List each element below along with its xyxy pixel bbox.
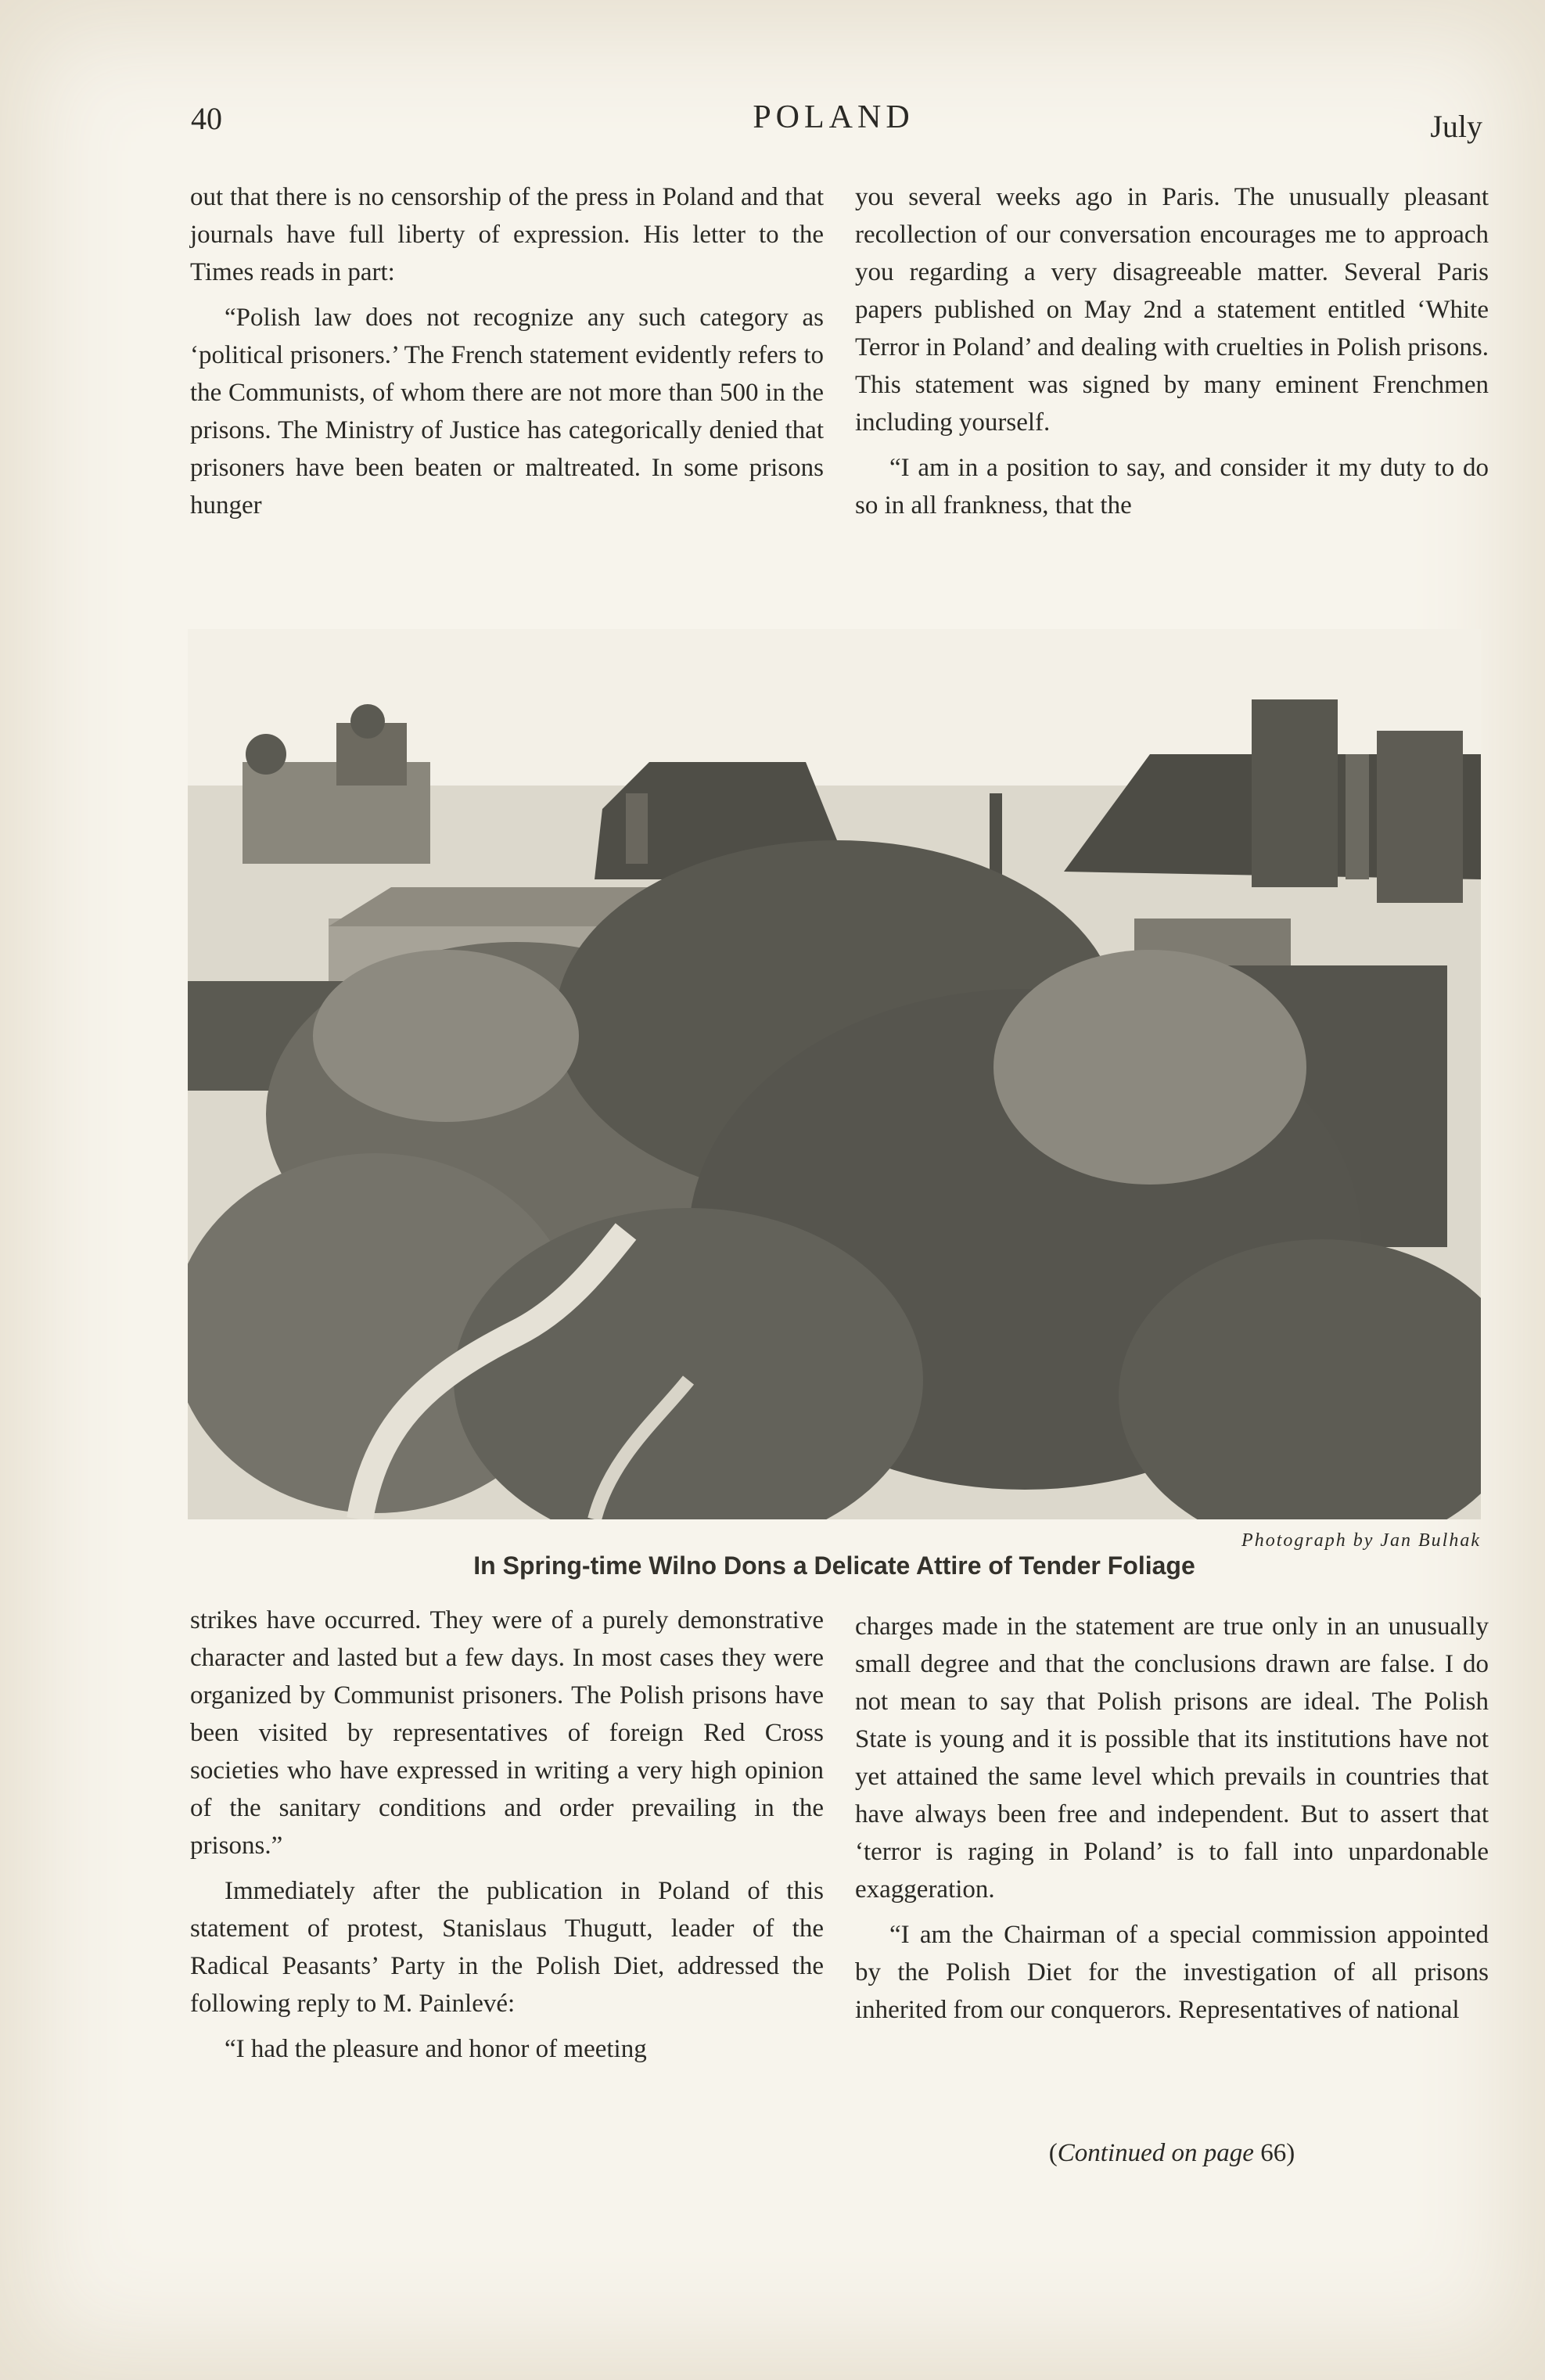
photo-credit: Photograph by Jan Bulhak	[1241, 1530, 1481, 1551]
paragraph: charges made in the statement are true only in an unusually small degree and that the conclusions drawn are false. I do not mean to say that Polish prisons are ideal. The Polish State is young and it is possible that its institutions have not yet attained the same level which prevails in countries that have always been free and independent. But to assert that ‘terror is raging in Poland’ is to fall into unpardonable exaggeration.	[855, 1612, 1489, 1904]
paragraph: “I am the Chairman of a special commission appointed by the Polish Diet for the investigation of all prisons inherited from our conquerors. Representatives of national	[855, 1921, 1489, 2024]
journal-title: POLAND	[753, 99, 914, 135]
paragraph: you several weeks ago in Paris. The unusually pleasant recollection of our conversation encourages me to approach you regarding a very disagreeable matter. Several Paris papers published on May 2nd a statement entitled ‘White Terror in Poland’ and dealing with cruelties in Polish prisons. This statement was signed by many eminent Frenchmen including yourself.	[855, 183, 1489, 437]
column-bottom-left	[190, 1602, 824, 2068]
paragraph: “Polish law does not recognize any such category as ‘political prisoners.’ The French statement evidently refers to the Communists, of whom there are not more than 500 in the prisons. The Ministry of Justice has categorically denied that prisoners have been beaten or maltreated. In some prisons hunger	[190, 304, 824, 520]
wilno-photograph	[188, 629, 1481, 1519]
photo-caption: In Spring-time Wilno Dons a Delicate Attire of Tender Foliage	[473, 1551, 1195, 1580]
continued-notice: (Continued on page 66)	[1048, 2139, 1295, 2167]
continued-label: Continued on page	[1057, 2139, 1254, 2167]
paragraph: “I had the pleasure and honor of meeting	[225, 2035, 647, 2063]
paragraph: out that there is no censorship of the press in Poland and that journals have full liberty of expression. His letter to the Times reads in part:	[190, 183, 824, 286]
running-head	[185, 100, 1482, 147]
issue-month: July	[1430, 109, 1482, 144]
page-number: 40	[191, 101, 222, 136]
paragraph: Immediately after the publication in Poland of this statement of protest, Stanislaus Thugutt, leader of the Radical Peasants’ Party in the Polish Diet, addressed the following reply to M. Painlevé:	[190, 1877, 824, 2018]
column-bottom-right	[855, 1608, 1489, 2029]
column-top-left	[190, 178, 824, 524]
continued-page: 66	[1260, 2139, 1287, 2167]
column-top-right	[855, 178, 1489, 524]
paragraph: strikes have occurred. They were of a purely demonstrative character and lasted but a few days. In most cases they were organized by Communist prisoners. The Polish prisons have been visited by representatives of foreign Red Cross societies who have expressed in writing a very high opinion of the sanitary conditions and order prevailing in the prisons.”	[190, 1606, 824, 1860]
paragraph: “I am in a position to say, and consider it my duty to do so in all frankness, that the	[855, 454, 1489, 520]
